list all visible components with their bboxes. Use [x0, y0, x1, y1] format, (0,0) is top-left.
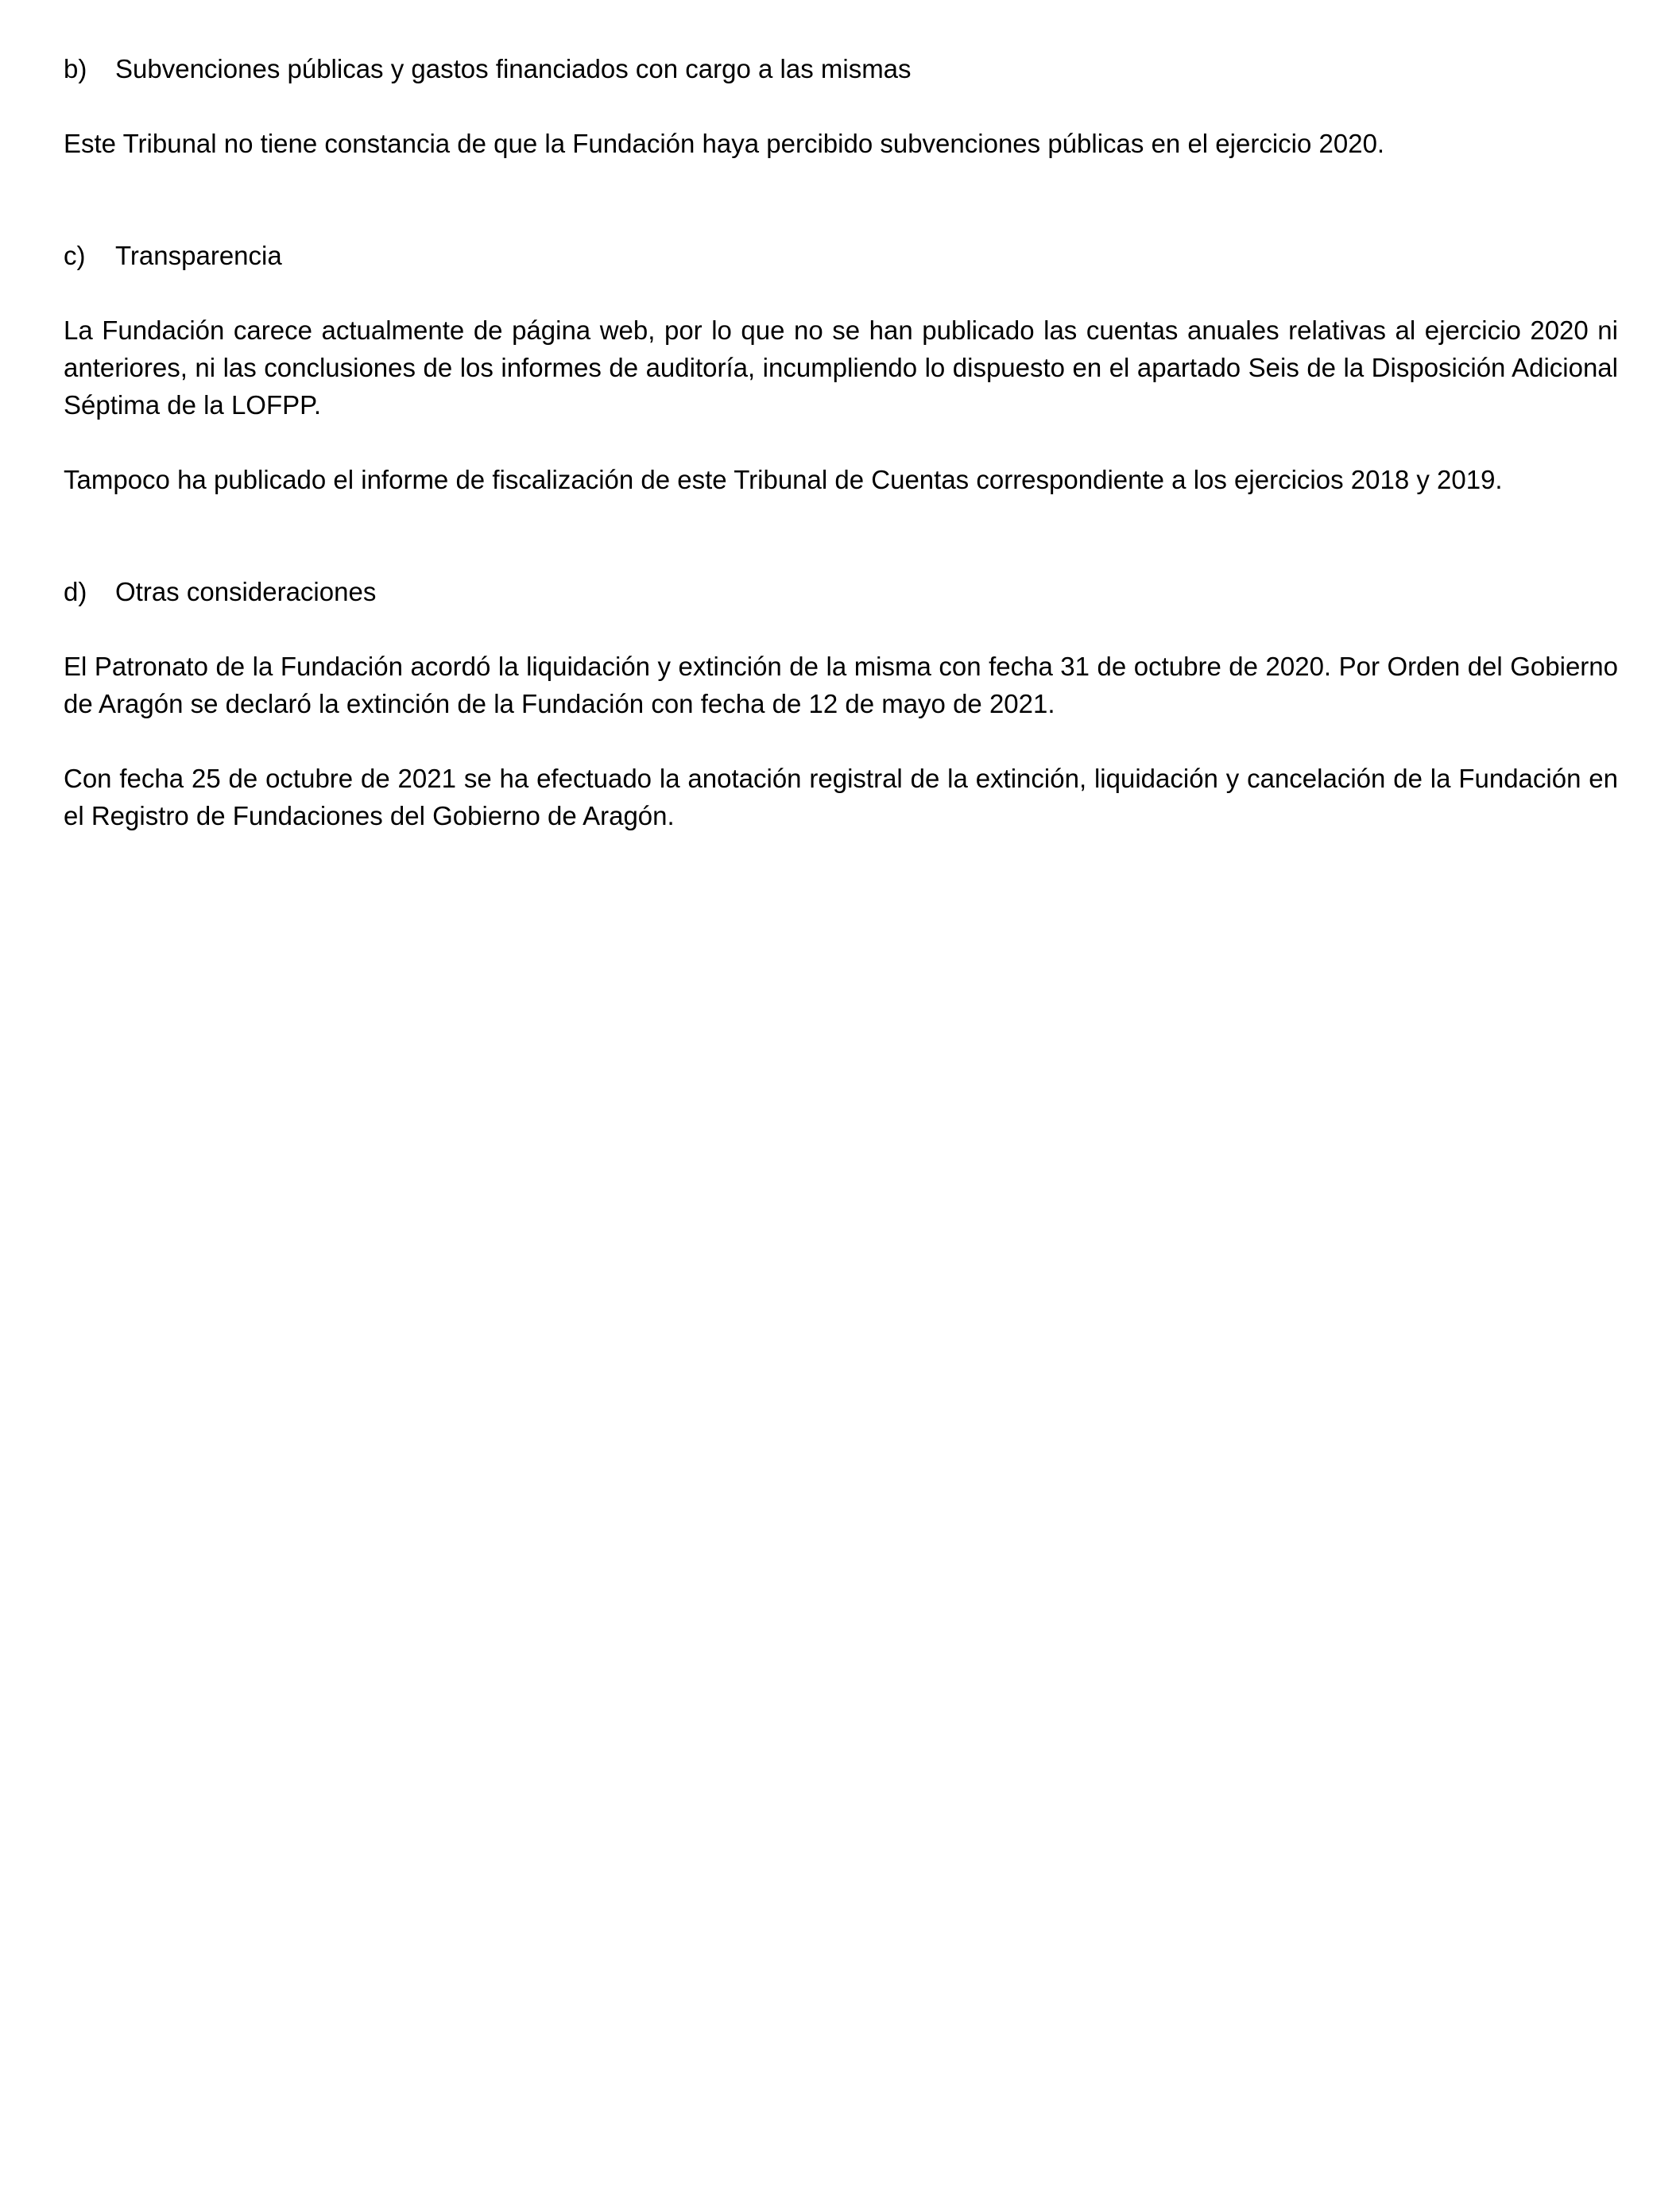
- section-letter: d): [64, 577, 87, 606]
- section-letter: b): [64, 54, 87, 83]
- section-heading: [64, 50, 1618, 87]
- section-transparencia: [64, 237, 1618, 498]
- section-otras-consideraciones: [64, 573, 1618, 834]
- section-title: Otras consideraciones: [115, 577, 377, 606]
- section-heading: [64, 573, 1618, 610]
- section-title: Transparencia: [115, 241, 282, 270]
- paragraph: Este Tribunal no tiene constancia de que la Fundación haya percibido subvenciones públicas en el ejercicio 2020.: [64, 129, 1385, 158]
- section-letter: c): [64, 241, 86, 270]
- paragraph: La Fundación carece actualmente de página web, por lo que no se han publicado las cuentas anuales relativas al ejercicio 2020 ni anteriores, ni las conclusiones de los informes de auditoría, incumpliendo lo dispuesto en el apartado Seis de la Disposición Adicional Séptima de la LOFPP.: [64, 315, 1618, 420]
- section-heading: [64, 237, 1618, 274]
- paragraph: Tampoco ha publicado el informe de fiscalización de este Tribunal de Cuentas correspondiente a los ejercicios 2018 y 2019.: [64, 465, 1503, 494]
- paragraph: Con fecha 25 de octubre de 2021 se ha efectuado la anotación registral de la extinción, liquidación y cancelación de la Fundación en el Registro de Fundaciones del Gobierno de Aragón.: [64, 764, 1618, 830]
- paragraph: El Patronato de la Fundación acordó la liquidación y extinción de la misma con fecha 31 de octubre de 2020. Por Orden del Gobierno de Aragón se declaró la extinción de la Fundación con fecha de 12 de mayo de 2021.: [64, 652, 1618, 718]
- section-subvenciones: [64, 50, 1618, 162]
- section-title: Subvenciones públicas y gastos financiados con cargo a las mismas: [115, 54, 912, 83]
